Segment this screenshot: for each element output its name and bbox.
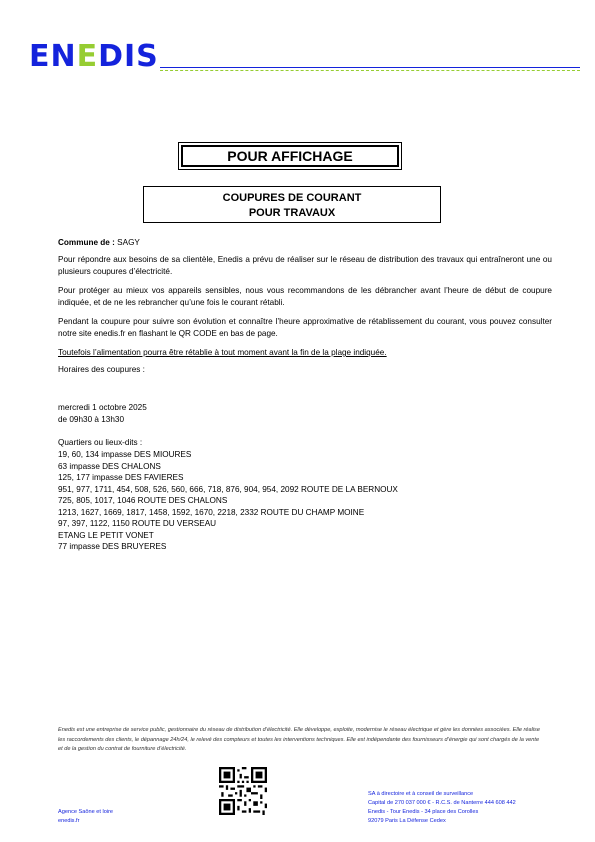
legal-line-3: Enedis - Tour Enedis - 34 place des Corolles — [368, 809, 479, 815]
list-item: 97, 397, 1122, 1150 ROUTE DU VERSEAU — [58, 519, 217, 528]
paragraph-3: Pendant la coupure pour suivre son évolution et connaître l’heure approximative de rétablissement du courant, vous pouvez consulter notre site enedis.fr en flashant le QR CODE en bas de page. — [58, 317, 552, 338]
list-item: 77 impasse DES BRUYERES — [58, 542, 167, 551]
list-item: 125, 177 impasse DES FAVIERES — [58, 473, 184, 482]
header-rule — [160, 67, 580, 68]
logo-part-1: EN — [29, 39, 77, 74]
list-item: 725, 805, 1017, 1046 ROUTE DES CHALONS — [58, 496, 228, 505]
legal-line-4: 92079 Paris La Défense Cedex — [368, 818, 446, 824]
commune-value: SAGY — [117, 238, 140, 247]
horaires-label: Horaires des coupures : — [58, 365, 145, 374]
commune-line — [58, 237, 552, 249]
paragraph-2: Pour protéger au mieux vos appareils sensibles, nous vous recommandons de les débrancher avant l’heure de début de coupure indiquée, et de ne les rebrancher qu’une fois le courant rétabli. — [58, 286, 552, 307]
pour-affichage-box — [178, 142, 402, 170]
paragraph-4: Toutefois l’alimentation pourra être rétablie à tout moment avant la fin de la plage indiquée. — [58, 348, 387, 357]
logo-part-2: E — [76, 39, 99, 74]
coupures-box — [143, 186, 441, 223]
qr-code-icon[interactable] — [219, 767, 267, 815]
pour-affichage-title: POUR AFFICHAGE — [181, 145, 399, 167]
list-item: 951, 977, 1711, 454, 508, 526, 560, 666, 718, 876, 904, 954, 2092 ROUTE DE LA BERNOUX — [58, 484, 398, 494]
list-item: 1213, 1627, 1669, 1817, 1458, 1592, 1670, 2218, 2332 ROUTE DU CHAMP MOINE — [58, 507, 365, 517]
agency-block — [58, 808, 113, 826]
paragraph-1: Pour répondre aux besoins de sa clientèle, Enedis a prévu de réaliser sur le réseau de distribution des travaux qui entraîneront une ou plusieurs coupures d’électricité. — [58, 255, 552, 276]
agency-name: Agence Saône et loire — [58, 809, 114, 815]
logo-part-3: DIS — [98, 39, 159, 74]
list-item: 63 impasse DES CHALONS — [58, 461, 161, 471]
quartiers-label: Quartiers ou lieux-dits : — [58, 438, 143, 447]
legal-line-1: SA à directoire et à conseil de surveillance — [368, 791, 474, 797]
list-item: ETANG LE PETIT VONET — [58, 530, 154, 540]
date-line: mercredi 1 octobre 2025 — [58, 403, 147, 412]
time-line: de 09h30 à 13h30 — [58, 415, 125, 424]
coupures-line2: POUR TRAVAUX — [248, 207, 336, 219]
header-rule-accent — [160, 70, 580, 71]
quartiers-list — [58, 449, 552, 553]
site-link[interactable]: enedis.fr — [58, 818, 80, 824]
list-item: 19, 60, 134 impasse DES MIOURES — [58, 450, 192, 459]
legal-block — [368, 790, 516, 826]
footer-disclaimer: Enedis est une entreprise de service public, gestionnaire du réseau de distribution d’électricité. Elle développe, exploite, modernise le réseau électrique et gère les données associées. Elle réalise les raccordements des clients, le dépannage 24h/24, le relevé des compteurs et toutes les interventions techniques. Elle est indépendante des fournisseurs d’énergie qui sont chargés de la vente et de la gestion du contrat de fourniture d’électricité. — [58, 727, 540, 752]
enedis-logo — [29, 39, 159, 74]
commune-label: Commune de : — [58, 238, 118, 247]
coupures-line1: COUPURES DE COURANT — [222, 192, 362, 204]
legal-line-2: Capital de 270 037 000 € - R.C.S. de Nanterre 444 608 442 — [368, 800, 516, 806]
